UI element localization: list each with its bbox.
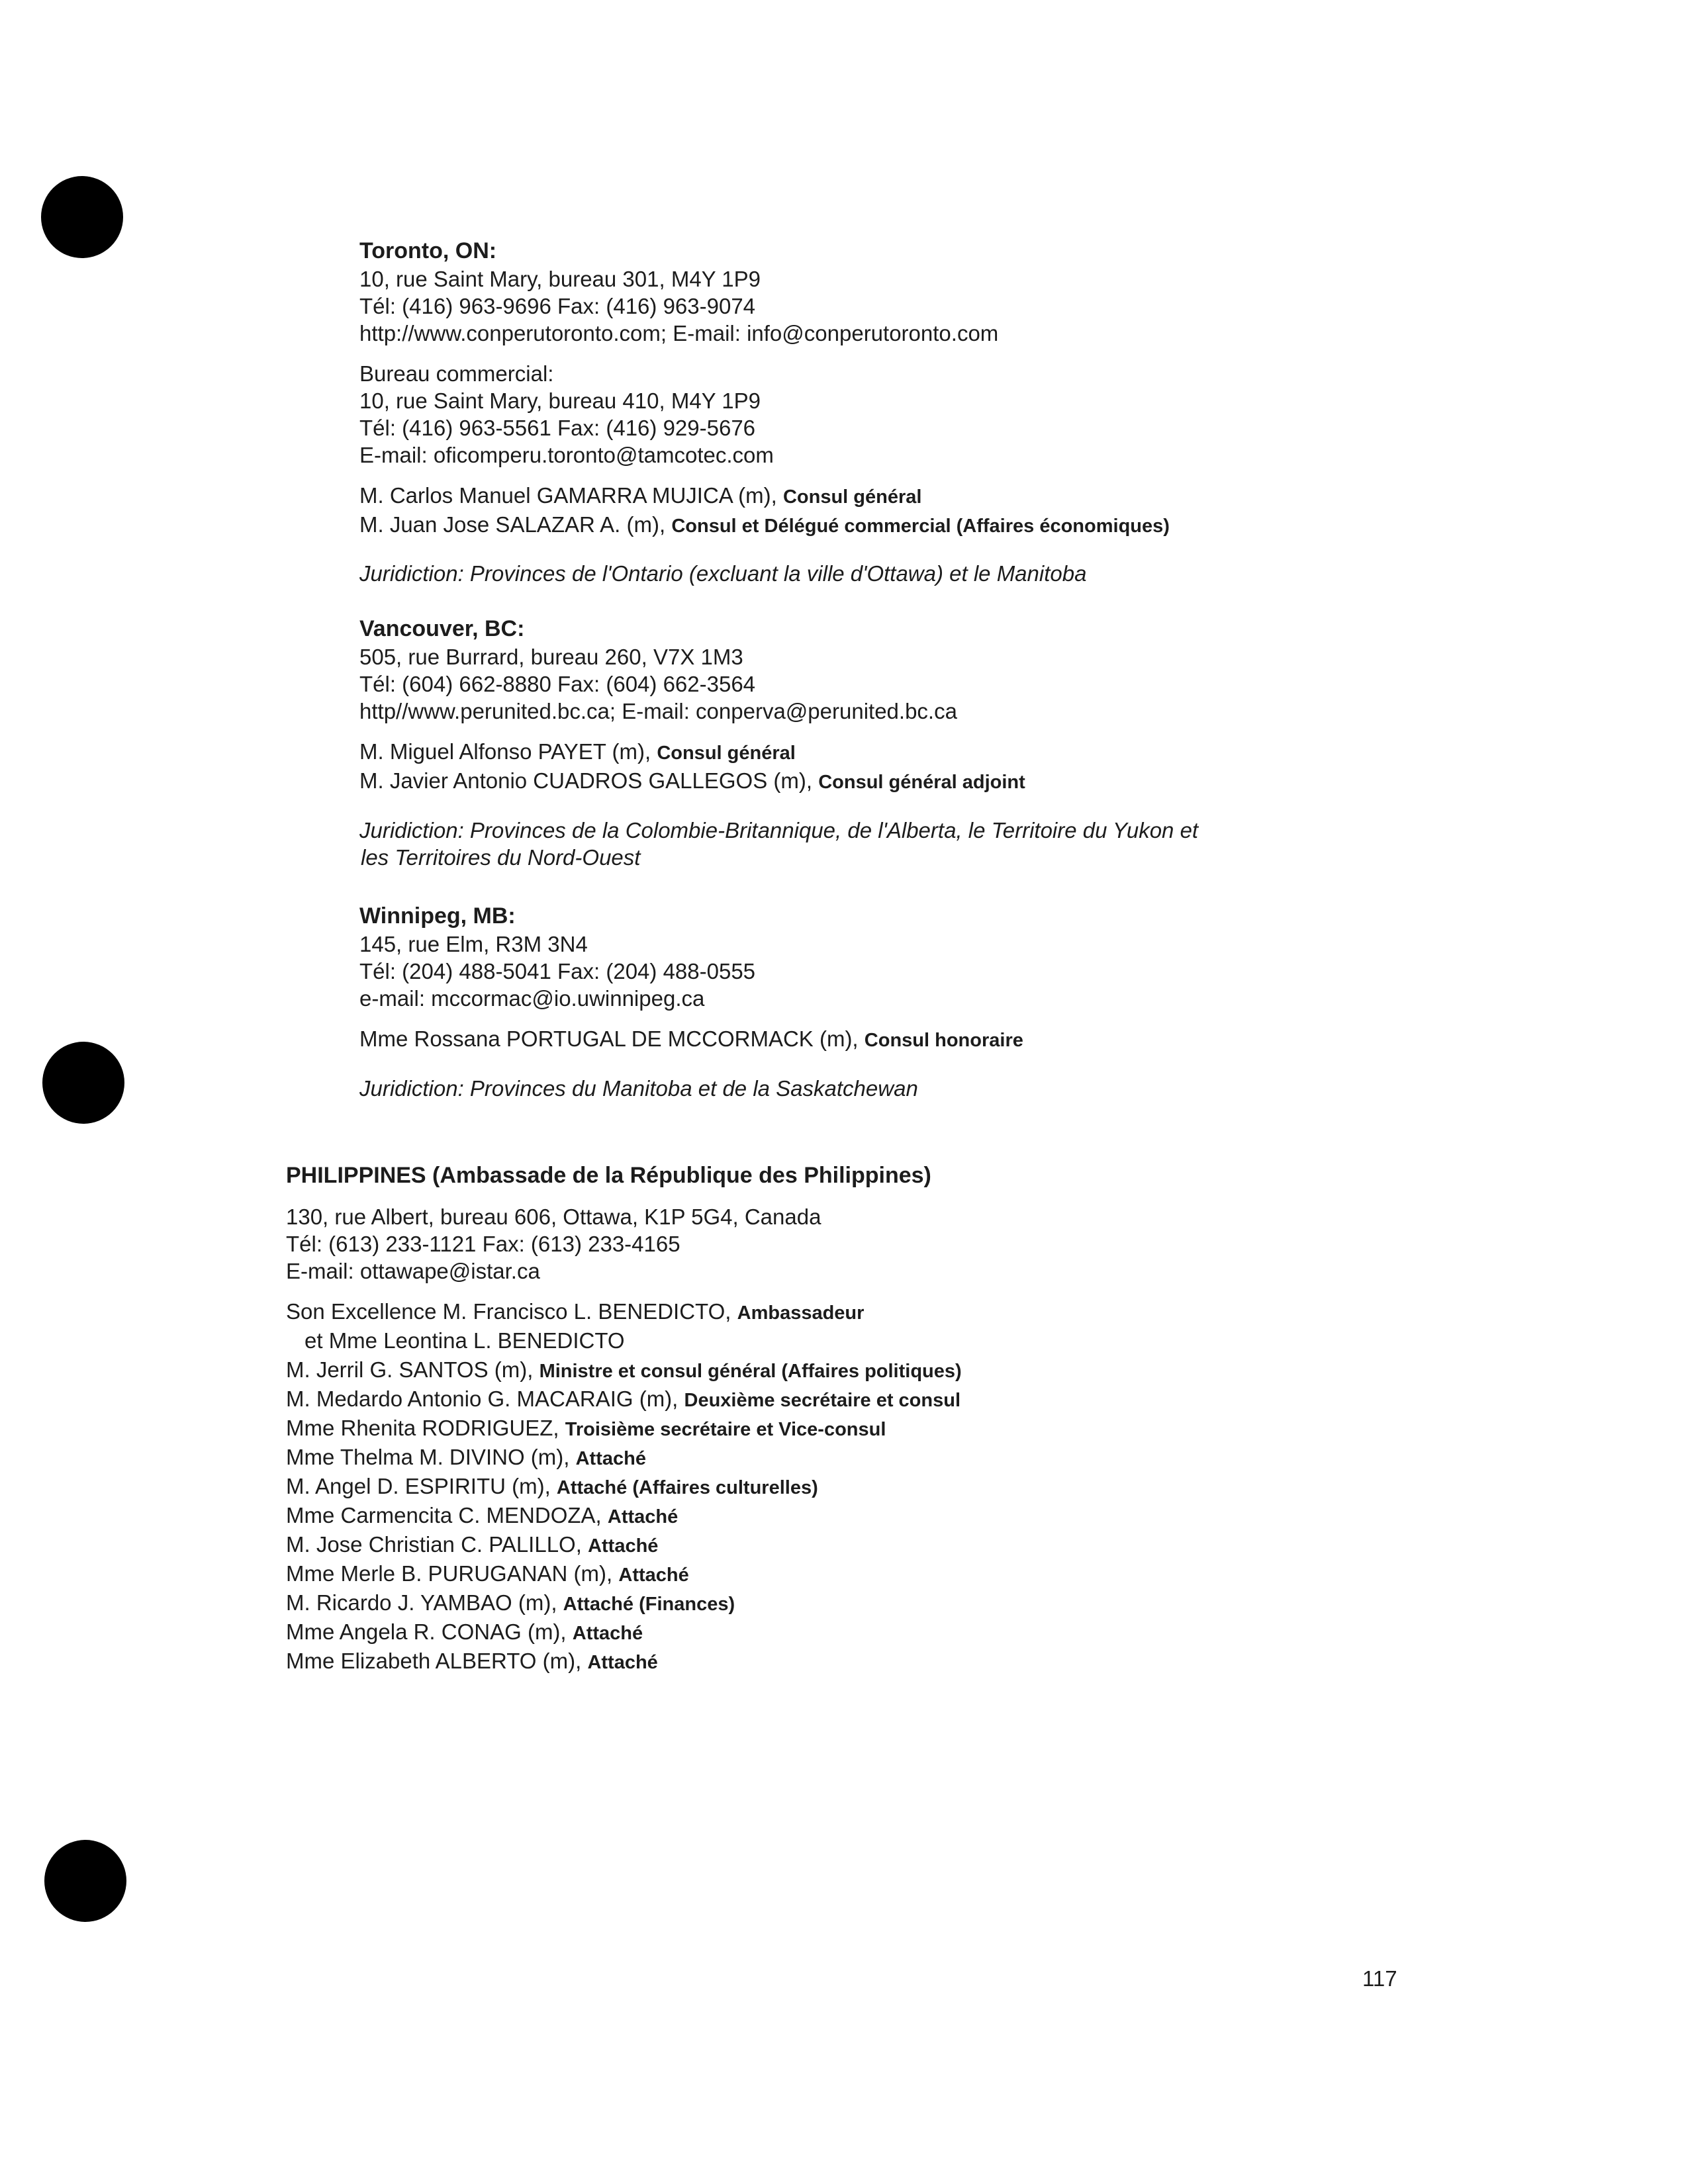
staff-name: M. Javier Antonio CUADROS GALLEGOS (m), (359, 768, 819, 793)
web-email: http//www.perunited.bc.ca; E-mail: conperva@perunited.bc.ca (359, 699, 957, 723)
staff-role: Attaché (Affaires culturelles) (556, 1477, 818, 1498)
address: 10, rue Saint Mary, bureau 301, M4Y 1P9 (359, 267, 761, 291)
commercial-address: 10, rue Saint Mary, bureau 410, M4Y 1P9 (359, 388, 761, 413)
staff-line (286, 1589, 962, 1618)
section-heading: PHILIPPINES (Ambassade de la République des Philippines) (286, 1163, 931, 1188)
staff-role: Attaché (607, 1506, 679, 1527)
winnipeg-section (359, 901, 1023, 1054)
address: 505, rue Burrard, bureau 260, V7X 1M3 (359, 645, 743, 669)
staff-name: Mme Thelma M. DIVINO (m), (286, 1445, 576, 1469)
jurisdiction-line: Juridiction: Provinces de la Colombie-Britannique, de l'Alberta, le Territoire du Yukon et (359, 818, 1199, 842)
staff-line (286, 1473, 962, 1502)
staff-line (286, 1414, 962, 1443)
section-heading: Toronto, ON: (359, 238, 497, 263)
staff-line (359, 482, 1170, 511)
staff-name: Mme Rhenita RODRIGUEZ, (286, 1416, 565, 1440)
staff-name: M. Angel D. ESPIRITU (m), (286, 1474, 557, 1498)
staff-line (286, 1502, 962, 1531)
phone-fax: Tél: (613) 233-1121 Fax: (613) 233-4165 (286, 1232, 680, 1256)
commercial-email: E-mail: oficomperu.toronto@tamcotec.com (359, 443, 774, 467)
commercial-phone-fax: Tél: (416) 963-5561 Fax: (416) 929-5676 (359, 416, 756, 440)
staff-line (359, 738, 1025, 767)
section-heading: Vancouver, BC: (359, 616, 525, 641)
staff-name: M. Jose Christian C. PALILLO, (286, 1532, 588, 1557)
staff-line (286, 1385, 962, 1414)
staff-role: Consul honoraire (864, 1030, 1023, 1051)
phone-fax: Tél: (604) 662-8880 Fax: (604) 662-3564 (359, 672, 756, 696)
address: 130, rue Albert, bureau 606, Ottawa, K1P 5G4, Canada (286, 1205, 821, 1229)
staff-name: M. Ricardo J. YAMBAO (m), (286, 1590, 563, 1615)
staff-name: Mme Angela R. CONAG (m), (286, 1619, 573, 1644)
staff-name: M. Jerril G. SANTOS (m), (286, 1357, 539, 1382)
staff-line (286, 1298, 962, 1327)
staff-name: Mme Carmencita C. MENDOZA, (286, 1503, 608, 1527)
staff-name: Mme Rossana PORTUGAL DE MCCORMACK (m), (359, 1026, 865, 1051)
staff-role: Attaché (572, 1623, 643, 1644)
staff-role: Consul général (782, 486, 922, 508)
email: E-mail: ottawape@istar.ca (286, 1259, 540, 1283)
staff-role: Attaché (588, 1535, 659, 1557)
email: e-mail: mccormac@io.uwinnipeg.ca (359, 986, 705, 1011)
staff-role: Ministre et consul général (Affaires politiques) (539, 1361, 962, 1382)
staff-role: Consul et Délégué commercial (Affaires économiques) (671, 516, 1170, 537)
jurisdiction-line: les Territoires du Nord-Ouest (361, 845, 641, 870)
page-number: 117 (1362, 1966, 1397, 1991)
staff-role: Attaché (575, 1448, 646, 1469)
philippines-section (286, 1161, 962, 1676)
staff-role: Attaché (Finances) (563, 1594, 735, 1615)
binder-hole-middle (42, 1042, 124, 1124)
staff-role: Consul général adjoint (818, 772, 1025, 793)
staff-line (359, 767, 1025, 796)
staff-role: Attaché (587, 1652, 658, 1673)
staff-name: M. Miguel Alfonso PAYET (m), (359, 739, 657, 764)
staff-name: M. Carlos Manuel GAMARRA MUJICA (m), (359, 483, 783, 508)
staff-line (286, 1327, 962, 1356)
staff-role: Consul général (657, 743, 796, 764)
vancouver-section (359, 614, 1025, 796)
staff-name: M. Juan Jose SALAZAR A. (m), (359, 512, 672, 537)
staff-line (359, 1025, 1023, 1054)
staff-line (359, 511, 1170, 540)
binder-hole-top (41, 176, 123, 258)
staff-role: Attaché (618, 1565, 689, 1586)
phone-fax: Tél: (204) 488-5041 Fax: (204) 488-0555 (359, 959, 756, 983)
phone-fax: Tél: (416) 963-9696 Fax: (416) 963-9074 (359, 294, 756, 318)
staff-role: Deuxième secrétaire et consul (684, 1390, 961, 1411)
toronto-section (359, 236, 1170, 540)
jurisdiction: Juridiction: Provinces de l'Ontario (excluant la ville d'Ottawa) et le Manitoba (359, 561, 1087, 586)
staff-line (286, 1356, 962, 1385)
address: 145, rue Elm, R3M 3N4 (359, 932, 588, 956)
staff-role: Ambassadeur (737, 1302, 865, 1324)
staff-line (286, 1647, 962, 1676)
staff-name: M. Medardo Antonio G. MACARAIG (m), (286, 1387, 684, 1411)
staff-name: Son Excellence M. Francisco L. BENEDICTO, (286, 1299, 737, 1324)
commercial-label: Bureau commercial: (359, 361, 554, 386)
jurisdiction (359, 817, 1198, 871)
staff-line (286, 1560, 962, 1589)
staff-name: Mme Elizabeth ALBERTO (m), (286, 1649, 588, 1673)
binder-hole-bottom (44, 1840, 126, 1922)
staff-role: Troisième secrétaire et Vice-consul (565, 1419, 886, 1440)
staff-name: Mme Merle B. PURUGANAN (m), (286, 1561, 619, 1586)
jurisdiction: Juridiction: Provinces du Manitoba et de la Saskatchewan (359, 1076, 918, 1101)
staff-line (286, 1618, 962, 1647)
staff-name: et Mme Leontina L. BENEDICTO (305, 1328, 625, 1353)
staff-line (286, 1443, 962, 1473)
web-email: http://www.conperutoronto.com; E-mail: info@conperutoronto.com (359, 321, 999, 345)
section-heading: Winnipeg, MB: (359, 903, 516, 929)
staff-line (286, 1531, 962, 1560)
